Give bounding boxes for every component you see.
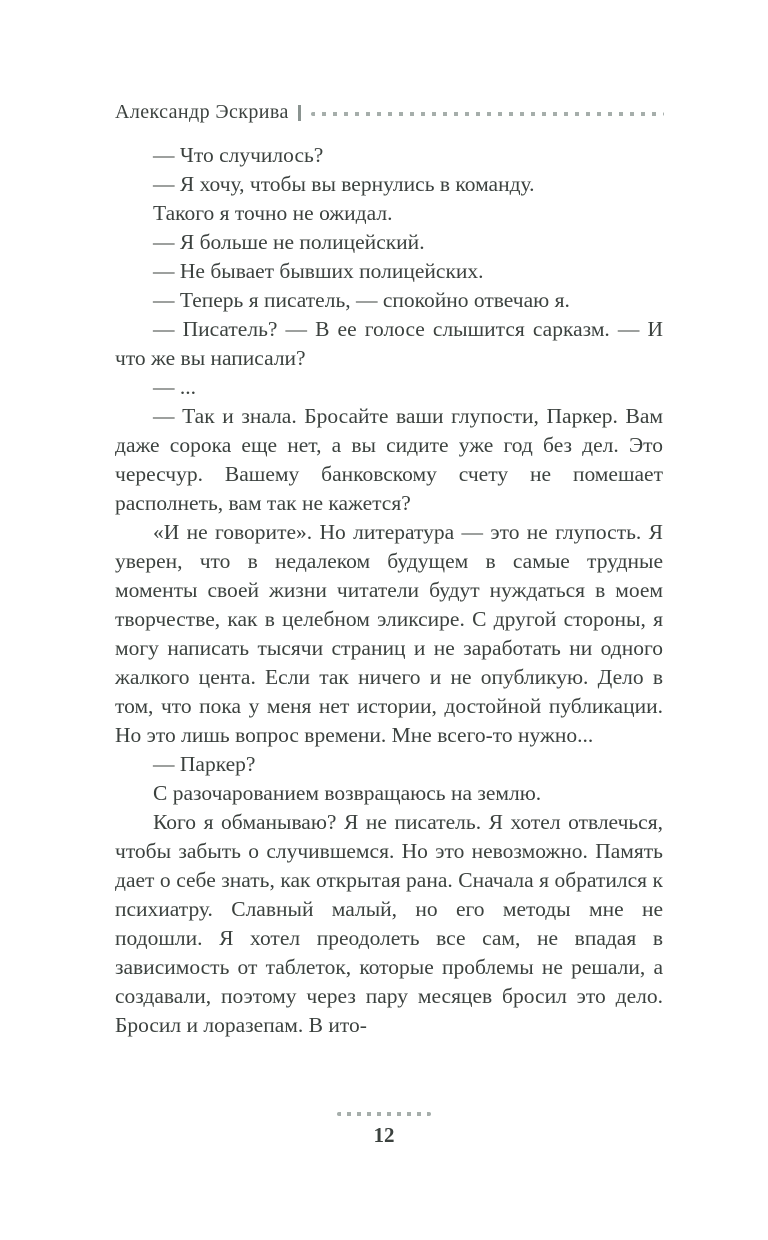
page-body: [115, 141, 663, 1040]
page-header: [115, 101, 664, 124]
paragraph: — Паркер?: [153, 752, 256, 776]
page-footer: [0, 1112, 768, 1148]
paragraph: — Теперь я писатель, — спокойно отвечаю я.: [153, 288, 570, 312]
header-dotted-line: [311, 112, 664, 116]
paragraph: С разочарованием возвращаюсь на землю.: [153, 781, 542, 805]
paragraph: — Не бывает бывших полицейских.: [153, 259, 484, 283]
paragraph: — Я хочу, чтобы вы вернулись в команду.: [153, 172, 535, 196]
paragraph: «И не говорите». Но литература — это не глупость. Я уверен, что в недалеком будущем в самые трудные моменты своей жизни читатели будут нуждаться в моем творчестве, как в целебном эликсире. С другой стороны, я могу написать тысячи страниц и не заработать ни одного жалкого цента. Если так ничего и не опубликую. Дело в том, что пока у меня нет истории, достойной публикации. Но это лишь вопрос времени. Мне всего-то нужно...: [115, 520, 663, 747]
paragraph: Такого я точно не ожидал.: [153, 201, 393, 225]
author-name: Александр Эскрива: [115, 101, 289, 123]
header-separator-bar: [298, 105, 301, 121]
paragraph: Кого я обманываю? Я не писатель. Я хотел отвлечься, чтобы забыть о случившемся. Но это невозможно. Память дает о себе знать, как открытая рана. Сначала я обратился к психиатру. Славный малый, но его методы мне не подошли. Я хотел преодолеть все сам, не впадая в зависимость от таблеток, которые проблемы не решали, а создавали, поэтому через пару месяцев бросил это дело. Бросил и лоразепам. В ито-: [115, 810, 663, 1037]
paragraph: — Я больше не полицейский.: [153, 230, 425, 254]
paragraph: — Что случилось?: [153, 143, 324, 167]
paragraph: — ...: [153, 375, 196, 399]
page-number: 12: [373, 1123, 395, 1147]
paragraph: — Так и знала. Бросайте ваши глупости, Паркер. Вам даже сорока еще нет, а вы сидите уже год без дел. Это чересчур. Вашему банковскому счету не помешает располнеть, вам так не кажется?: [115, 404, 663, 515]
paragraph: — Писатель? — В ее голосе слышится сарказм. — И что же вы написали?: [115, 317, 663, 370]
footer-dotted-line: [337, 1112, 431, 1116]
